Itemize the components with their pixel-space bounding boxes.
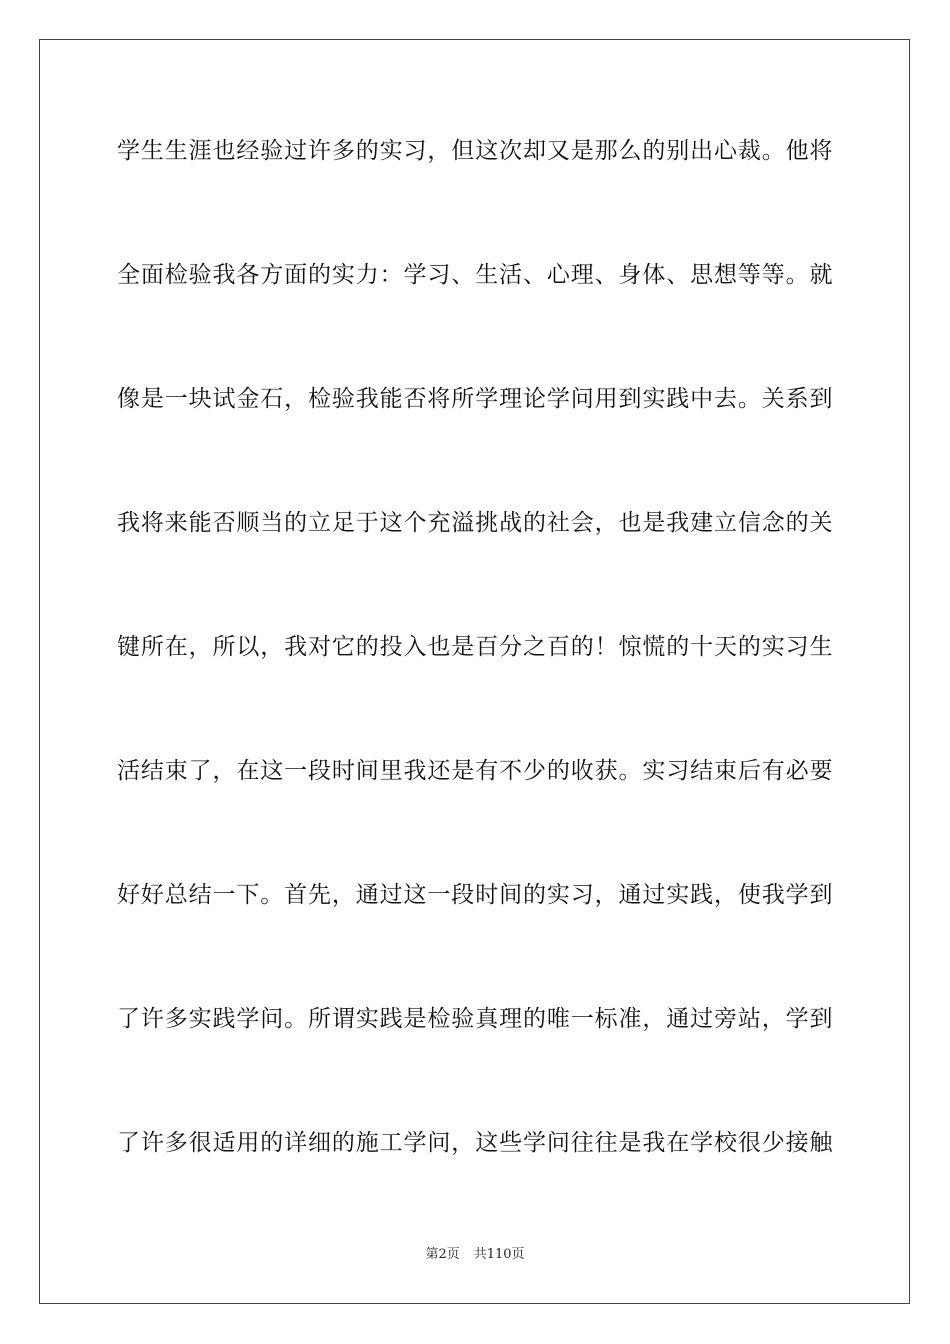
page-footer	[0, 1245, 950, 1265]
text-line: 键所在，所以，我对它的投入也是百分之百的！惊慌的十天的实习生	[117, 634, 833, 660]
text-line: 了许多实践学问。所谓实践是检验真理的唯一标准，通过旁站，学到	[117, 1006, 833, 1032]
text-line: 活结束了，在这一段时间里我还是有不少的收获。实习结束后有必要	[117, 758, 833, 784]
text-line: 全面检验我各方面的实力：学习、生活、心理、身体、思想等等。就	[117, 262, 833, 288]
text-line: 学生生涯也经验过许多的实习，但这次却又是那么的别出心裁。他将	[117, 138, 833, 164]
text-line: 我将来能否顺当的立足于这个充溢挑战的社会，也是我建立信念的关	[117, 510, 833, 536]
text-line: 像是一块试金石，检验我能否将所学理论学问用到实践中去。关系到	[117, 386, 833, 412]
text-line: 好好总结一下。首先，通过这一段时间的实习，通过实践，使我学到	[117, 882, 833, 908]
text-line: 了许多很适用的详细的施工学问，这些学问往往是我在学校很少接触	[117, 1130, 833, 1156]
page-total: 共110页	[473, 1247, 525, 1262]
page-number: 第2页	[425, 1247, 460, 1262]
